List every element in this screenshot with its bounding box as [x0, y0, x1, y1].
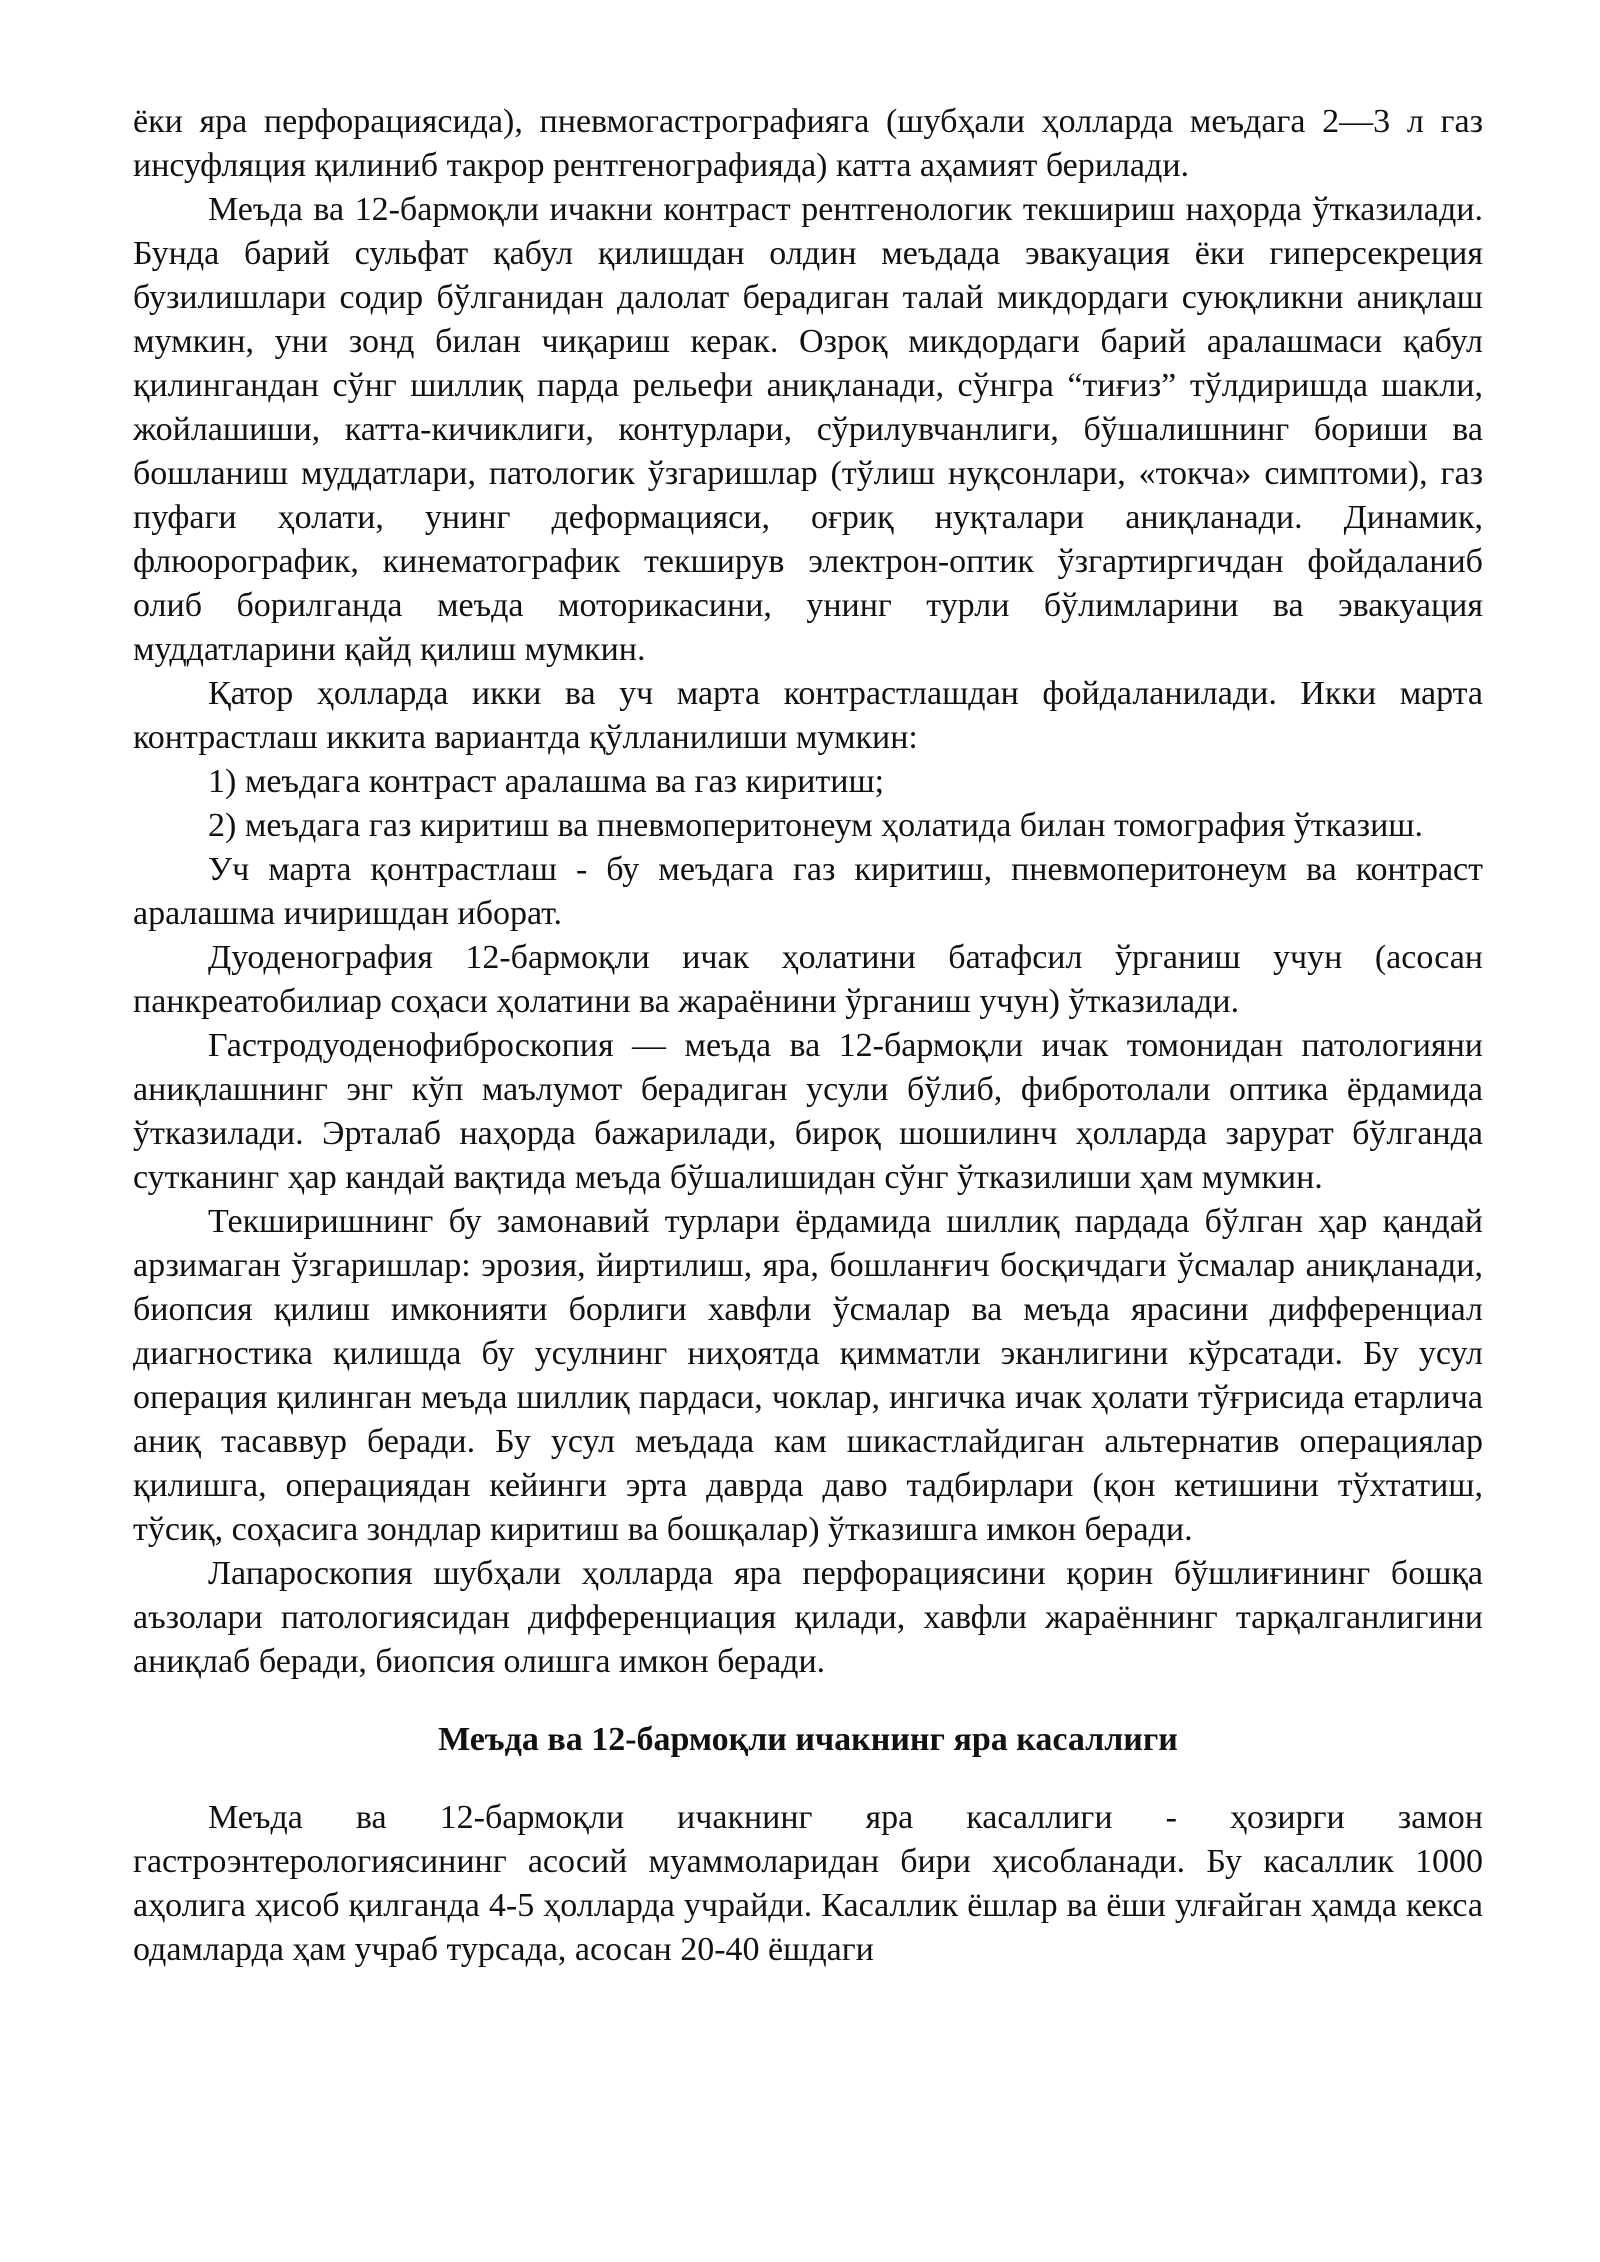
paragraph-duodenography: Дуоденография 12-бармоқли ичак ҳолатини батафсил ўрганиш учун (асосан панкреатобилиар соҳаси ҳолатини ва жараёнини ўрганиш учун) ўтказилади.: [133, 939, 1483, 1020]
paragraph-ulcer-disease-intro: Меъда ва 12-бармоқли ичакнинг яра касаллиги - ҳозирги замон гастроэнтерологиясининг асосий муаммоларидан бири ҳисобланади. Бу касаллик 1000 аҳолига ҳисоб қилганда 4-5 ҳолларда учрайди. Касаллик ёшлар ва ёши улғайган ҳамда кекса одамларда ҳам учраб турсада, асосан 20-40 ёшдаги: [133, 1799, 1483, 1968]
paragraph-laparoscopy: Лапароскопия шубҳали ҳолларда яра перфорациясини қорин бўшлиғининг бошқа аъзолари патологиясидан дифференциация қилади, хавфли жараённинг тарқалганлигини аниқлаб беради, биопсия олишга имкон беради.: [133, 1555, 1483, 1680]
list-item-variant-1: 1) меъдага контраст аралашма ва газ киритиш;: [208, 763, 885, 800]
list-item-variant-2: 2) меъдага газ киритиш ва пневмоперитонеум ҳолатида билан томография ўтказиш.: [208, 807, 1423, 844]
paragraph-radiography-continuation: ёки яра перфорациясида), пневмогастрографияга (шубҳали ҳолларда меъдага 2—3 л газ инсуфляция қилиниб такрор рентгенографияда) катта аҳамият берилади.: [133, 103, 1483, 184]
paragraph-modern-methods: Текширишнинг бу замонавий турлари ёрдамида шиллиқ пардада бўлган ҳар қандай арзимаган ўзгаришлар: эрозия, йиртилиш, яра, бошланғич босқичдаги ўсмалар аниқланади, биопсия қилиш имконияти борлиги хавфли ўсмалар ва меъда ярасини дифференциал диагностика қилишда бу усулнинг ниҳоятда қимматли эканлигини кўрсатади. Бу усул операция қилинган меъда шиллиқ пардаси, чоклар, ингичка ичак ҳолати тўғрисида етарлича аниқ тасаввур беради. Бу усул меъдада кам шикастлайдиган альтернатив операциялар қилишга, операциядан кейинги эрта даврда даво тадбирлари (қон кетишини тўхтатиш, тўсиқ, соҳасига зондлар киритиш ва бошқалар) ўтказишга имкон беради.: [133, 1203, 1483, 1548]
paragraph-triple-contrast: Уч марта қонтрастлаш - бу меъдага газ киритиш, пневмоперитонеум ва контраст аралашма ичиришдан иборат.: [133, 851, 1483, 932]
paragraph-contrast-xray: Меъда ва 12-бармоқли ичакни контраст рентгенологик текшириш наҳорда ўтказилади. Бунда барий сульфат қабул қилишдан олдин меъдада эвакуация ёки гиперсекреция бузилишлари содир бўлганидан далолат берадиган талай микдордаги суюқликни аниқлаш мумкин, уни зонд билан чиқариш керак. Озроқ микдордаги барий аралашмаси қабул қилингандан сўнг шиллиқ парда рельефи аниқланади, сўнгра “тиғиз” тўлдиришда шакли, жойлашиши, катта-кичиклиги, контурлари, сўрилувчанлиги, бўшалишнинг бориши ва бошланиш муддатлари, патологик ўзгаришлар (тўлиш нуқсонлари, «токча» симптоми), газ пуфаги ҳолати, унинг деформацияси, оғриқ нуқталари аниқланади. Динамик, флюорографик, кинематографик текширув электрон-оптик ўзгартиргичдан фойдаланиб олиб борилганда меъда моторикасини, унинг турли бўлимларини ва эвакуация муддатларини қайд қилиш мумкин.: [133, 191, 1483, 668]
section-heading: Меъда ва 12-бармоқли ичакнинг яра касаллиги: [438, 1721, 1178, 1758]
paragraph-double-contrast: Қатор ҳолларда икки ва уч марта контрастлашдан фойдаланилади. Икки марта контрастлаш иккита вариантда қўлланилиши мумкин:: [133, 675, 1483, 756]
paragraph-gastroduodenofibroscopy: Гастродуоденофиброскопия — меъда ва 12-бармоқли ичак томонидан патологияни аниқлашнинг энг кўп маълумот берадиган усули бўлиб, фибротолали оптика ёрдамида ўтказилади. Эрталаб наҳорда бажарилади, бироқ шошилинч ҳолларда зарурат бўлганда сутканинг ҳар кандай вақтида меъда бўшалишидан сўнг ўтказилиши ҳам мумкин.: [133, 1027, 1483, 1196]
document-page: [133, 100, 1483, 1972]
